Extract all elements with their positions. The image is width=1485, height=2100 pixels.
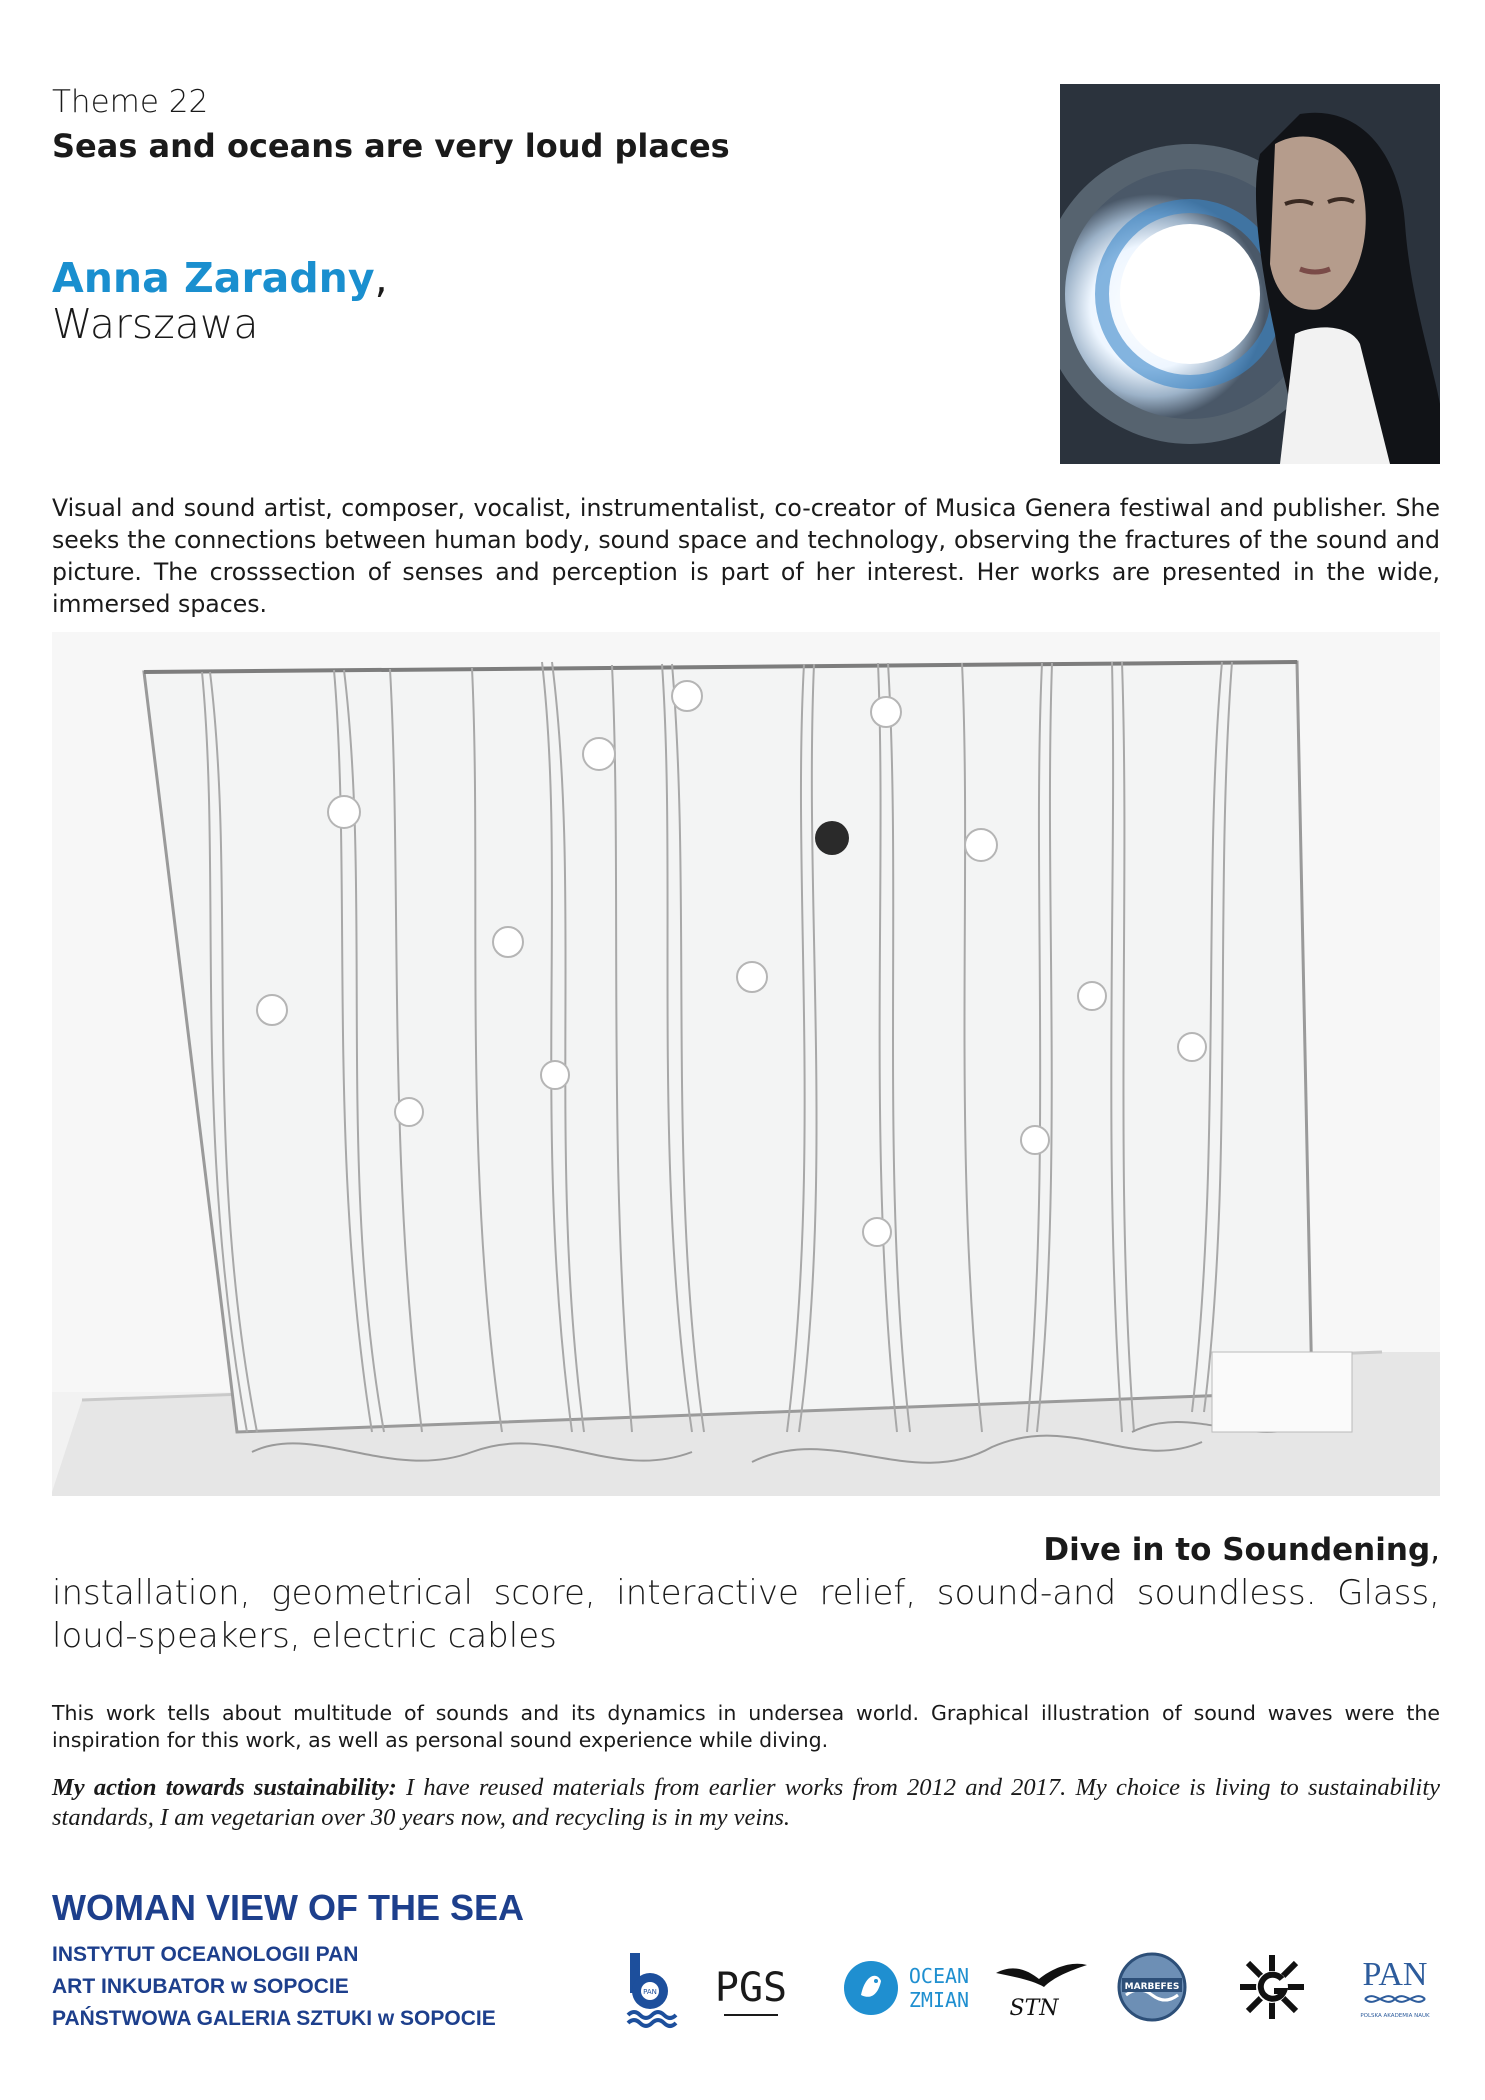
marbefes-logo (1116, 1951, 1188, 2023)
pgs-label: PGS (714, 1965, 788, 2011)
stn-label: STN (1009, 1996, 1059, 2021)
footer-org: PAŃSTWOWA GALERIA SZTUKI w SOPOCIE (52, 2007, 496, 2030)
iopan-logo (626, 1953, 676, 2028)
sustainability-statement (52, 1773, 1440, 1833)
artist-portrait (1060, 84, 1440, 464)
stn-logo (994, 1953, 1089, 2025)
pan-sub-label: POLSKA AKADEMIA NAUK (1360, 2013, 1430, 2019)
artist-separator: , (374, 254, 388, 302)
pan-label: PAN (1362, 1956, 1428, 1993)
work-title-suffix: , (1430, 1532, 1440, 1568)
artist-block (52, 256, 388, 348)
ocean-label: OCEAN (908, 1964, 970, 1988)
theme-number: Theme 22 (52, 84, 209, 120)
ocean-zmian-logo (843, 1955, 978, 2021)
work-description: installation, geometrical score, interactive relief, sound-and soundless. Glass, loud-speakers, electric cables (52, 1573, 1440, 1656)
artist-bio: Visual and sound artist, composer, vocalist, instrumentalist, co-creator of Musica Genera festiwal and publisher. She seeks the connections between human body, sound space and technology, observing the fractures of the sound and picture. The crosssection of senses and perception is part of her interest. Her works are presented in the wide, immersed spaces. (52, 494, 1440, 618)
artwork-photo (52, 632, 1440, 1496)
work-concept: This work tells about multitude of sounds and its dynamics in undersea world. Graphical illustration of sound waves were the inspiration for this work, as well as personal sound experience while diving. (52, 1701, 1440, 1752)
artist-city: Warszawa (52, 299, 259, 348)
footer-org: ART INKUBATOR w SOPOCIE (52, 1975, 349, 1998)
sustainability-label: My action towards sustainability: (52, 1774, 397, 1801)
artist-name: Anna Zaradny (52, 254, 375, 302)
pan-logo (1350, 1951, 1440, 2023)
theme-title: Seas and oceans are very loud places (52, 127, 730, 165)
marbefes-label: MARBEFES (1124, 1982, 1180, 1992)
sustainability-text: I have reused materials from earlier works from 2012 and 2017. My choice is living to sustainability standards, I am vegetarian over 30 years now, and recycling is in my veins. (52, 1774, 1440, 1831)
footer-title: WOMAN VIEW OF THE SEA (52, 1887, 524, 1928)
art-inkubator-logo (1236, 1951, 1308, 2023)
iopan-label: PAN (643, 1988, 657, 1996)
work-title-line (1043, 1532, 1440, 1568)
work-title: Dive in to Soundening (1043, 1532, 1431, 1568)
zmian-label: ZMIAN (908, 1988, 970, 2012)
footer-org: INSTYTUT OCEANOLOGII PAN (52, 1943, 359, 1966)
pgs-logo (714, 1953, 788, 2023)
